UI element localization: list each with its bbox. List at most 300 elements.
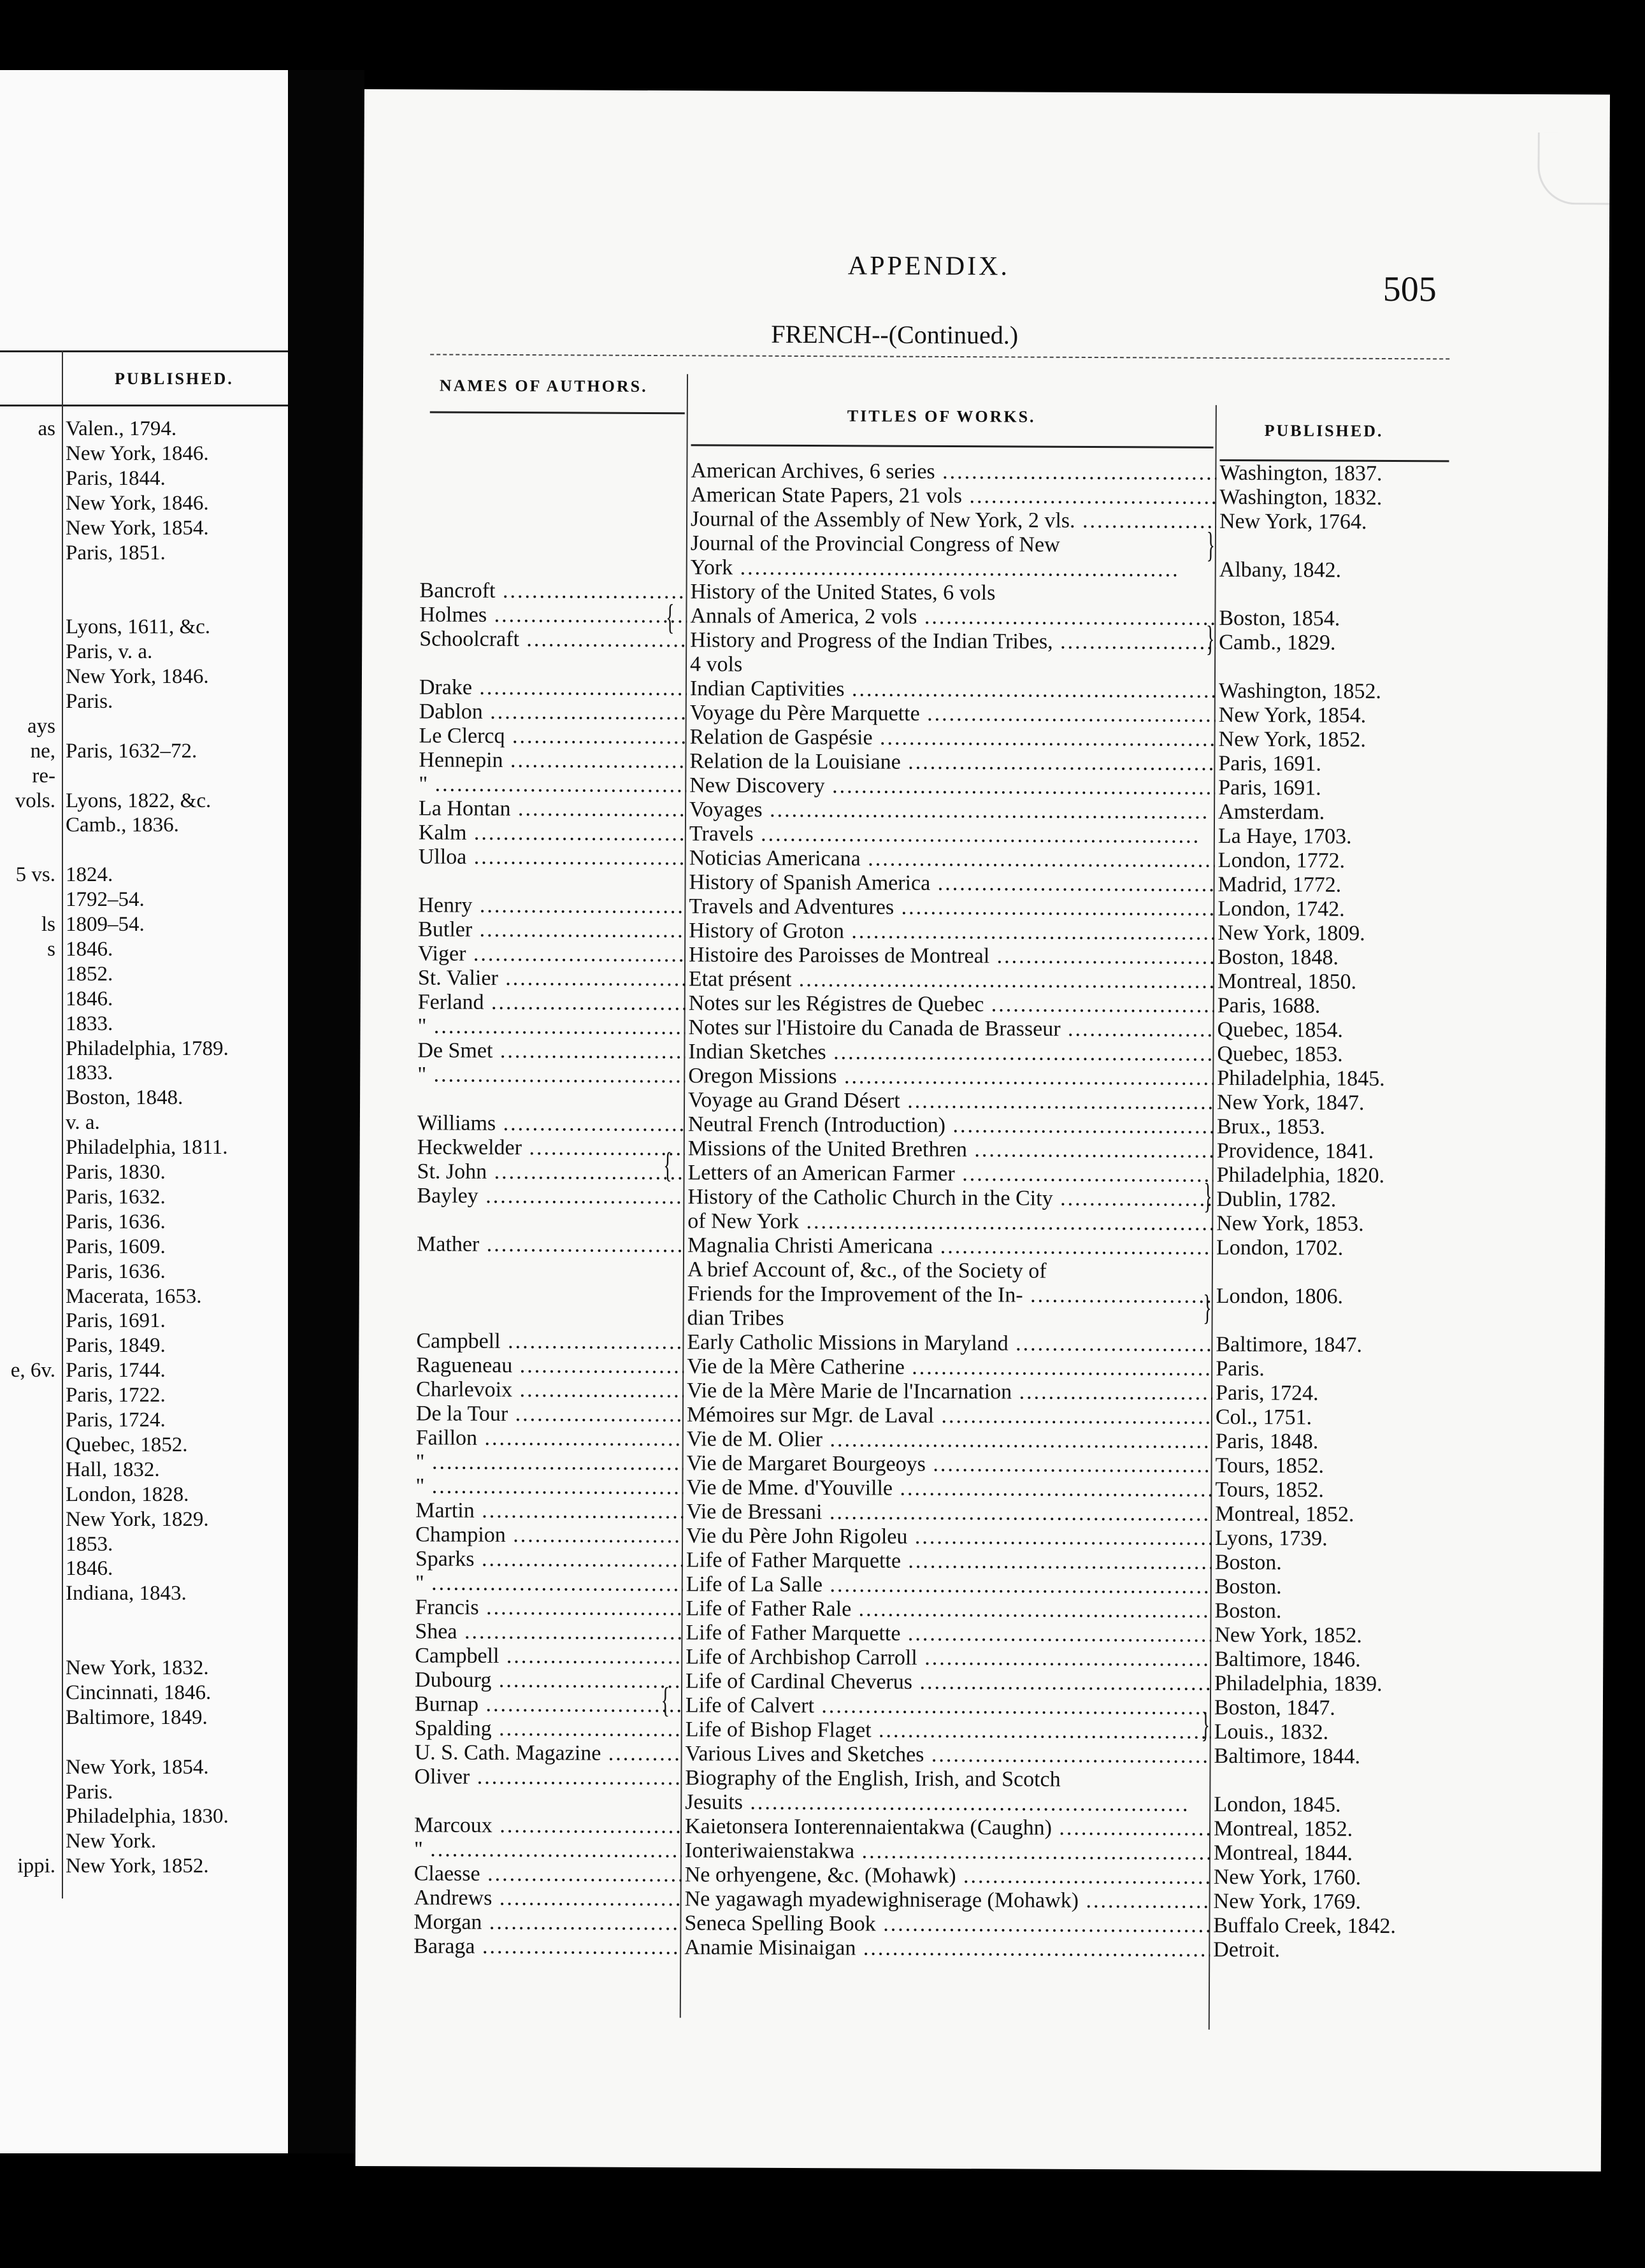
header-dashed-rule bbox=[430, 354, 1449, 359]
title-cell: Ionteriwaienstakwa ..... bbox=[685, 1839, 1210, 1865]
author-cell: Bayley ..... bbox=[417, 1184, 684, 1209]
left-row-published: v. a. bbox=[66, 1111, 100, 1134]
title-cell: Etat présent ..... bbox=[689, 967, 1214, 994]
left-row bbox=[0, 1781, 288, 1805]
left-row bbox=[0, 1186, 288, 1210]
published-cell: Montreal, 1852. bbox=[1214, 1816, 1353, 1841]
published-header: PUBLISHED. bbox=[1264, 421, 1384, 440]
author-cell: Campbell ..... bbox=[415, 1644, 682, 1669]
author-cell: Viger ..... bbox=[418, 942, 686, 967]
left-row-published: 1846. bbox=[66, 1557, 113, 1580]
left-row bbox=[0, 888, 288, 912]
brace: } bbox=[1205, 619, 1215, 659]
title-cell: Kaietonsera Ionterennaientakwa (Caughn) ..... bbox=[685, 1814, 1210, 1841]
left-row bbox=[0, 740, 288, 764]
author-cell: Baraga ..... bbox=[413, 1934, 681, 1960]
left-row-fragment: vols. bbox=[15, 789, 55, 812]
author-cell: Schoolcraft ..... bbox=[419, 627, 687, 652]
left-row-published: Paris. bbox=[66, 1781, 113, 1804]
left-row-published: 1833. bbox=[66, 1012, 113, 1035]
left-row-published: Paris, 1632–72. bbox=[66, 740, 198, 763]
left-header-rule-bottom bbox=[0, 405, 288, 406]
left-row-published: Paris, 1724. bbox=[66, 1409, 166, 1432]
left-row-published: New York, 1846. bbox=[66, 492, 209, 515]
author-cell: Campbell ..... bbox=[416, 1329, 684, 1354]
title-cell: Jesuits ..... bbox=[685, 1790, 1210, 1817]
left-row-fragment: e, 6v. bbox=[10, 1359, 55, 1382]
author-cell: Andrews ..... bbox=[414, 1886, 682, 1911]
author-cell: Dubourg ..... bbox=[415, 1668, 682, 1693]
published-cell: Albany, 1842. bbox=[1219, 557, 1342, 582]
published-cell: Montreal, 1844. bbox=[1213, 1841, 1353, 1865]
author-cell: Shea ..... bbox=[415, 1619, 682, 1645]
title-cell: York ..... bbox=[691, 556, 1216, 582]
title-cell: of New York ..... bbox=[687, 1209, 1213, 1236]
published-cell: Tours, 1852. bbox=[1215, 1477, 1324, 1502]
left-row bbox=[0, 1210, 288, 1235]
title-cell: Histoire des Paroisses de Montreal ..... bbox=[689, 943, 1214, 970]
published-cell: Washington, 1837. bbox=[1219, 461, 1383, 485]
author-cell: Hennepin ..... bbox=[419, 748, 686, 773]
title-cell: Magnalia Christi Americana ..... bbox=[687, 1233, 1213, 1260]
author-cell: Henry ..... bbox=[418, 893, 686, 919]
title-cell: Letters of an American Farmer ..... bbox=[687, 1161, 1213, 1188]
left-row-published: New York, 1854. bbox=[66, 517, 209, 540]
left-row-published: Paris, 1632. bbox=[66, 1186, 166, 1209]
left-row-published: Paris, 1844. bbox=[66, 467, 166, 490]
left-row bbox=[0, 1731, 288, 1755]
authors-header-rule bbox=[430, 411, 685, 414]
title-cell: Life of Father Marquette ..... bbox=[686, 1621, 1211, 1647]
published-cell: New York, 1847. bbox=[1216, 1090, 1365, 1115]
title-cell: 4 vols bbox=[689, 652, 743, 677]
title-cell: Life of Father Marquette ..... bbox=[686, 1548, 1212, 1575]
brace: { bbox=[663, 1145, 672, 1186]
title-cell: History of Spanish America ..... bbox=[689, 870, 1214, 897]
left-row-published: Camb., 1836. bbox=[66, 814, 179, 836]
left-row bbox=[0, 517, 288, 541]
published-cell: Boston, 1854. bbox=[1219, 606, 1340, 631]
author-cell: Le Clercq ..... bbox=[419, 724, 686, 749]
left-row-published: New York, 1852. bbox=[66, 1855, 209, 1877]
left-row-published: New York. bbox=[66, 1830, 157, 1853]
page-curl bbox=[1537, 133, 1609, 205]
author-cell: Bancroft ..... bbox=[419, 578, 687, 604]
published-cell: Paris, 1691. bbox=[1218, 751, 1321, 776]
left-row bbox=[0, 1111, 288, 1135]
left-row bbox=[0, 913, 288, 937]
left-row bbox=[0, 1037, 288, 1061]
left-row-published: New York, 1829. bbox=[66, 1508, 209, 1531]
left-row-published: Paris, 1609. bbox=[66, 1235, 166, 1258]
left-row bbox=[0, 1533, 288, 1557]
published-cell: Baltimore, 1847. bbox=[1216, 1332, 1362, 1357]
author-cell: Francis ..... bbox=[415, 1595, 683, 1621]
title-cell: Life of Cardinal Cheverus ..... bbox=[686, 1669, 1211, 1696]
published-cell: Quebec, 1853. bbox=[1217, 1042, 1343, 1066]
left-row-published: 1846. bbox=[66, 938, 113, 961]
left-row bbox=[0, 1235, 288, 1260]
title-cell: Friends for the Improvement of the In- ..... bbox=[687, 1282, 1213, 1309]
left-row bbox=[0, 566, 288, 590]
title-cell: Life of La Salle ..... bbox=[686, 1572, 1212, 1599]
left-row bbox=[0, 1433, 288, 1458]
published-cell: Dublin, 1782. bbox=[1216, 1187, 1337, 1212]
published-cell: London, 1806. bbox=[1216, 1284, 1344, 1309]
section-title: FRENCH--(Continued.) bbox=[771, 319, 1019, 350]
author-cell: Marcoux ..... bbox=[414, 1813, 682, 1839]
brace: } bbox=[1201, 1705, 1210, 1745]
author-cell: De la Tour ..... bbox=[416, 1402, 684, 1427]
title-cell: American State Papers, 21 vols ..... bbox=[691, 483, 1216, 510]
title-cell: Annals of America, 2 vols ..... bbox=[690, 604, 1216, 631]
left-row bbox=[0, 1061, 288, 1086]
author-cell: Butler ..... bbox=[418, 917, 686, 943]
left-row-published: Paris, 1636. bbox=[66, 1260, 166, 1283]
left-row-published: Baltimore, 1849. bbox=[66, 1706, 208, 1729]
published-cell: Paris, 1691. bbox=[1218, 775, 1321, 800]
left-row-fragment: ls bbox=[41, 913, 55, 936]
published-cell: Quebec, 1854. bbox=[1217, 1017, 1343, 1042]
title-cell: Noticias Americana ..... bbox=[689, 846, 1215, 873]
title-cell: Relation de Gaspésie ..... bbox=[689, 725, 1215, 752]
author-cell: Ferland ..... bbox=[418, 990, 686, 1016]
left-row bbox=[0, 615, 288, 640]
left-row bbox=[0, 1508, 288, 1532]
right-page bbox=[356, 89, 1610, 2171]
left-row bbox=[0, 1260, 288, 1284]
author-cell: Williams ..... bbox=[417, 1111, 685, 1137]
author-cell: Oliver ..... bbox=[414, 1765, 682, 1790]
title-cell: Various Lives and Sketches ..... bbox=[686, 1742, 1211, 1769]
title-cell: Mémoires sur Mgr. de Laval ..... bbox=[687, 1403, 1212, 1430]
left-row-published: Paris. bbox=[66, 690, 113, 713]
left-row bbox=[0, 1136, 288, 1160]
published-cell: Baltimore, 1846. bbox=[1214, 1647, 1361, 1672]
published-cell: Paris, 1848. bbox=[1215, 1429, 1319, 1454]
author-cell: Burnap ..... bbox=[415, 1692, 682, 1718]
published-cell: Boston, 1848. bbox=[1217, 945, 1339, 970]
authors-header: NAMES OF AUTHORS. bbox=[439, 376, 648, 396]
published-cell: New York, 1852. bbox=[1214, 1623, 1362, 1647]
left-row bbox=[0, 665, 288, 689]
brace: } bbox=[1206, 525, 1216, 565]
left-row bbox=[0, 1409, 288, 1433]
title-cell: American Archives, 6 series ..... bbox=[691, 459, 1216, 485]
published-cell: Buffalo Creek, 1842. bbox=[1213, 1913, 1396, 1939]
title-cell: Oregon Missions ..... bbox=[688, 1064, 1214, 1091]
author-cell: Martin ..... bbox=[415, 1498, 683, 1524]
published-cell: Paris. bbox=[1216, 1356, 1265, 1381]
published-cell: New York, 1764. bbox=[1219, 509, 1367, 534]
brace: } bbox=[1203, 1176, 1212, 1216]
title-cell: Vie du Père John Rigoleu ..... bbox=[686, 1524, 1212, 1551]
left-row bbox=[0, 963, 288, 987]
published-cell: Philadelphia, 1839. bbox=[1214, 1671, 1383, 1696]
title-cell: History of the Catholic Church in the City ..... bbox=[687, 1185, 1213, 1212]
title-cell: Journal of the Assembly of New York, 2 vls. ..... bbox=[691, 507, 1216, 534]
left-row-published: Lyons, 1611, &c. bbox=[66, 615, 211, 638]
author-cell: Sparks ..... bbox=[415, 1547, 683, 1572]
published-cell: Boston. bbox=[1214, 1550, 1282, 1575]
published-cell: Washington, 1852. bbox=[1218, 678, 1382, 703]
title-cell: Vie de Bressani ..... bbox=[686, 1500, 1212, 1526]
author-cell: Champion ..... bbox=[415, 1523, 683, 1548]
published-cell: London, 1772. bbox=[1218, 848, 1346, 873]
published-cell: London, 1742. bbox=[1218, 896, 1345, 921]
published-cell: Montreal, 1850. bbox=[1217, 969, 1357, 994]
published-cell: Paris, 1688. bbox=[1217, 993, 1321, 1018]
left-row bbox=[0, 1681, 288, 1705]
published-cell: New York, 1809. bbox=[1218, 921, 1365, 945]
left-row bbox=[0, 789, 288, 814]
brace: { bbox=[665, 598, 675, 638]
author-cell: St. John ..... bbox=[417, 1159, 685, 1185]
left-row-published: 1809–54. bbox=[66, 913, 145, 936]
left-row-published: Quebec, 1852. bbox=[66, 1433, 188, 1456]
author-cell: " ..... bbox=[417, 1063, 685, 1088]
left-row bbox=[0, 417, 288, 441]
left-published-header: PUBLISHED. bbox=[115, 370, 234, 388]
title-cell: Travels ..... bbox=[689, 822, 1215, 849]
left-row-published: New York, 1854. bbox=[66, 1756, 209, 1779]
published-cell: Camb., 1829. bbox=[1219, 630, 1336, 655]
published-cell: Philadelphia, 1820. bbox=[1216, 1163, 1385, 1188]
author-cell: Claesse ..... bbox=[414, 1862, 682, 1887]
author-cell: Kalm ..... bbox=[419, 821, 686, 846]
title-cell: Travels and Adventures ..... bbox=[689, 894, 1214, 921]
title-cell: Vie de la Mère Marie de l'Incarnation ..... bbox=[687, 1379, 1212, 1405]
published-cell: Boston. bbox=[1214, 1598, 1282, 1623]
left-row-published: Paris, 1744. bbox=[66, 1359, 166, 1382]
title-cell: Vie de M. Olier ..... bbox=[687, 1427, 1212, 1454]
page-number: 505 bbox=[1383, 269, 1437, 310]
titles-header: TITLES OF WORKS. bbox=[847, 406, 1036, 426]
left-row bbox=[0, 1483, 288, 1507]
left-row-published: New York, 1846. bbox=[66, 665, 209, 688]
left-row bbox=[0, 1161, 288, 1185]
left-row-published: Lyons, 1822, &c. bbox=[66, 789, 212, 812]
left-row bbox=[0, 1285, 288, 1309]
left-row bbox=[0, 1086, 288, 1110]
author-cell: Morgan ..... bbox=[413, 1910, 681, 1935]
author-cell: " ..... bbox=[415, 1571, 683, 1597]
title-cell: Vie de Mme. d'Youville ..... bbox=[686, 1475, 1212, 1502]
author-cell: De Smet ..... bbox=[417, 1038, 685, 1064]
left-row-published: New York, 1846. bbox=[66, 442, 209, 465]
title-cell: Notes sur l'Histoire du Canada de Brasseur ..... bbox=[688, 1016, 1214, 1042]
published-cell: Amsterdam. bbox=[1218, 800, 1325, 824]
left-page bbox=[0, 70, 288, 2153]
published-cell: Boston, 1847. bbox=[1214, 1695, 1335, 1720]
title-cell: Voyages ..... bbox=[689, 798, 1215, 824]
published-cell: Baltimore, 1844. bbox=[1214, 1744, 1361, 1769]
left-row-fragment: ne, bbox=[30, 740, 55, 763]
left-row bbox=[0, 1384, 288, 1408]
author-cell: " ..... bbox=[416, 1450, 684, 1475]
left-row bbox=[0, 938, 288, 962]
left-row bbox=[0, 690, 288, 714]
left-row bbox=[0, 492, 288, 516]
left-row-published: Paris, 1691. bbox=[66, 1309, 166, 1332]
author-cell: " ..... bbox=[415, 1474, 683, 1500]
left-row bbox=[0, 838, 288, 863]
title-cell: Voyage du Père Marquette ..... bbox=[690, 701, 1216, 728]
published-cell: Louis., 1832. bbox=[1214, 1719, 1329, 1744]
author-cell: Ragueneau ..... bbox=[416, 1353, 684, 1379]
title-cell: Life of Calvert ..... bbox=[686, 1693, 1211, 1720]
title-cell: History of Groton ..... bbox=[689, 919, 1214, 945]
title-cell: Vie de la Mère Catherine ..... bbox=[687, 1354, 1212, 1381]
left-row bbox=[0, 1607, 288, 1631]
title-cell: Indian Sketches ..... bbox=[688, 1040, 1214, 1066]
left-row-published: Philadelphia, 1811. bbox=[66, 1136, 228, 1159]
published-cell: Detroit. bbox=[1213, 1937, 1281, 1962]
author-cell: St. Valier ..... bbox=[418, 966, 686, 991]
left-row bbox=[0, 715, 288, 739]
left-row bbox=[0, 1458, 288, 1482]
published-cell: New York, 1852. bbox=[1218, 727, 1367, 752]
left-row bbox=[0, 987, 288, 1012]
author-cell: Ulloa ..... bbox=[419, 845, 686, 870]
left-row-published: 1846. bbox=[66, 987, 113, 1010]
left-row-published: Macerata, 1653. bbox=[66, 1285, 202, 1308]
published-cell: Montreal, 1852. bbox=[1215, 1502, 1354, 1526]
title-cell: History and Progress of the Indian Tribes, ..... bbox=[690, 628, 1216, 655]
published-cell: London, 1845. bbox=[1214, 1792, 1341, 1817]
published-cell: Brux., 1853. bbox=[1216, 1114, 1325, 1139]
left-row bbox=[0, 1756, 288, 1780]
title-cell: Anamie Misinaigan ..... bbox=[684, 1935, 1210, 1962]
author-cell: Faillon ..... bbox=[416, 1426, 684, 1451]
left-row-fragment: ays bbox=[27, 715, 55, 738]
author-cell bbox=[420, 457, 687, 459]
left-row bbox=[0, 1557, 288, 1581]
left-row-fragment: ippi. bbox=[17, 1855, 55, 1877]
title-cell: Seneca Spelling Book ..... bbox=[684, 1911, 1210, 1938]
title-cell: Ne orhyengene, &c. (Mohawk) ..... bbox=[685, 1863, 1210, 1890]
left-row bbox=[0, 1309, 288, 1333]
published-cell: New York, 1854. bbox=[1218, 703, 1367, 728]
title-cell: New Discovery ..... bbox=[689, 773, 1215, 800]
author-cell: " ..... bbox=[414, 1837, 682, 1863]
left-row bbox=[0, 542, 288, 566]
left-row-published: London, 1828. bbox=[66, 1483, 189, 1506]
left-row-fragment: re- bbox=[32, 764, 55, 787]
brace: } bbox=[1203, 1288, 1212, 1328]
author-cell: " ..... bbox=[417, 1014, 685, 1040]
published-cell: Col., 1751. bbox=[1215, 1405, 1312, 1430]
author-cell: Heckwelder ..... bbox=[417, 1135, 685, 1161]
title-cell: dian Tribes bbox=[687, 1306, 784, 1330]
author-cell: Dablon ..... bbox=[419, 700, 687, 725]
left-row bbox=[0, 1632, 288, 1656]
title-cell: Notes sur les Régistres de Quebec ..... bbox=[689, 991, 1214, 1018]
title-cell: Early Catholic Missions in Maryland ..... bbox=[687, 1330, 1212, 1357]
left-row bbox=[0, 591, 288, 615]
book-gutter bbox=[288, 70, 364, 2153]
author-cell: Mather ..... bbox=[417, 1232, 684, 1258]
brace: { bbox=[661, 1681, 670, 1721]
left-row bbox=[0, 442, 288, 466]
left-row-published: 1833. bbox=[66, 1061, 113, 1084]
table-row bbox=[356, 1934, 1602, 1965]
title-cell: A brief Account of, &c., of the Society of bbox=[687, 1258, 1047, 1283]
published-cell: Tours, 1852. bbox=[1215, 1453, 1325, 1478]
title-cell: Vie de Margaret Bourgeoys ..... bbox=[687, 1451, 1212, 1478]
left-row-published: Philadelphia, 1830. bbox=[66, 1805, 229, 1828]
left-row-published: 1852. bbox=[66, 963, 113, 986]
title-cell: Life of Archbishop Carroll ..... bbox=[686, 1645, 1211, 1672]
title-cell: History of the United States, 6 vols bbox=[690, 580, 996, 605]
left-row-published: Paris, 1636. bbox=[66, 1210, 166, 1233]
title-cell: Life of Bishop Flaget ..... bbox=[686, 1718, 1211, 1744]
left-row-published: Philadelphia, 1789. bbox=[66, 1037, 229, 1060]
left-row bbox=[0, 1012, 288, 1037]
left-header-rule bbox=[0, 350, 288, 352]
published-cell: Paris, 1724. bbox=[1216, 1381, 1319, 1405]
left-row-fragment: s bbox=[47, 938, 55, 961]
title-cell: Journal of the Provincial Congress of New bbox=[690, 531, 1060, 557]
title-cell: Neutral French (Introduction) ..... bbox=[688, 1112, 1214, 1139]
author-cell: Holmes ..... bbox=[419, 603, 687, 628]
published-cell: New York, 1769. bbox=[1213, 1889, 1361, 1914]
title-cell: Relation de la Louisiane ..... bbox=[689, 749, 1215, 776]
title-cell: Missions of the United Brethren ..... bbox=[688, 1137, 1214, 1163]
author-cell: U. S. Cath. Magazine ..... bbox=[415, 1740, 682, 1766]
published-cell: Philadelphia, 1845. bbox=[1217, 1066, 1385, 1091]
author-cell: " ..... bbox=[419, 772, 686, 798]
left-row-published: Cincinnati, 1846. bbox=[66, 1681, 212, 1704]
left-row-fragment: as bbox=[38, 417, 55, 440]
left-row-published: Boston, 1848. bbox=[66, 1086, 183, 1109]
author-cell: Spalding ..... bbox=[415, 1716, 682, 1742]
titles-header-rule bbox=[691, 444, 1214, 449]
title-cell: Indian Captivities ..... bbox=[690, 677, 1216, 703]
left-row-published: 1824. bbox=[66, 863, 113, 886]
title-cell: Voyage au Grand Désert ..... bbox=[688, 1088, 1214, 1115]
left-row-published: Paris, 1830. bbox=[66, 1161, 166, 1184]
left-row bbox=[0, 1656, 288, 1681]
left-row bbox=[0, 1582, 288, 1606]
left-row-published: New York, 1832. bbox=[66, 1656, 209, 1679]
published-cell: Providence, 1841. bbox=[1216, 1138, 1374, 1163]
author-cell: Charlevoix ..... bbox=[416, 1377, 684, 1403]
left-row-published: Indiana, 1843. bbox=[66, 1582, 187, 1605]
author-cell: Drake ..... bbox=[419, 675, 687, 701]
left-row bbox=[0, 1830, 288, 1854]
published-cell: Madrid, 1772. bbox=[1218, 872, 1342, 897]
left-row-published: Valen., 1794. bbox=[66, 417, 177, 440]
left-row bbox=[0, 467, 288, 491]
published-cell: Lyons, 1739. bbox=[1215, 1526, 1328, 1551]
title-cell: Biography of the English, Irish, and Scotch bbox=[685, 1766, 1061, 1791]
left-row-published: Paris, 1722. bbox=[66, 1384, 166, 1407]
running-head: APPENDIX. bbox=[847, 251, 1010, 282]
left-row bbox=[0, 1706, 288, 1730]
left-row bbox=[0, 1359, 288, 1383]
left-row bbox=[0, 1855, 288, 1879]
published-cell: Washington, 1832. bbox=[1219, 485, 1383, 510]
left-row-fragment: 5 vs. bbox=[15, 863, 55, 886]
published-cell: La Haye, 1703. bbox=[1218, 824, 1352, 849]
left-row-published: Paris, v. a. bbox=[66, 640, 153, 663]
left-row-published: 1792–54. bbox=[66, 888, 145, 911]
left-row-published: Paris, 1851. bbox=[66, 542, 166, 564]
left-row bbox=[0, 863, 288, 887]
author-cell: La Hontan ..... bbox=[419, 796, 686, 822]
left-row bbox=[0, 640, 288, 664]
